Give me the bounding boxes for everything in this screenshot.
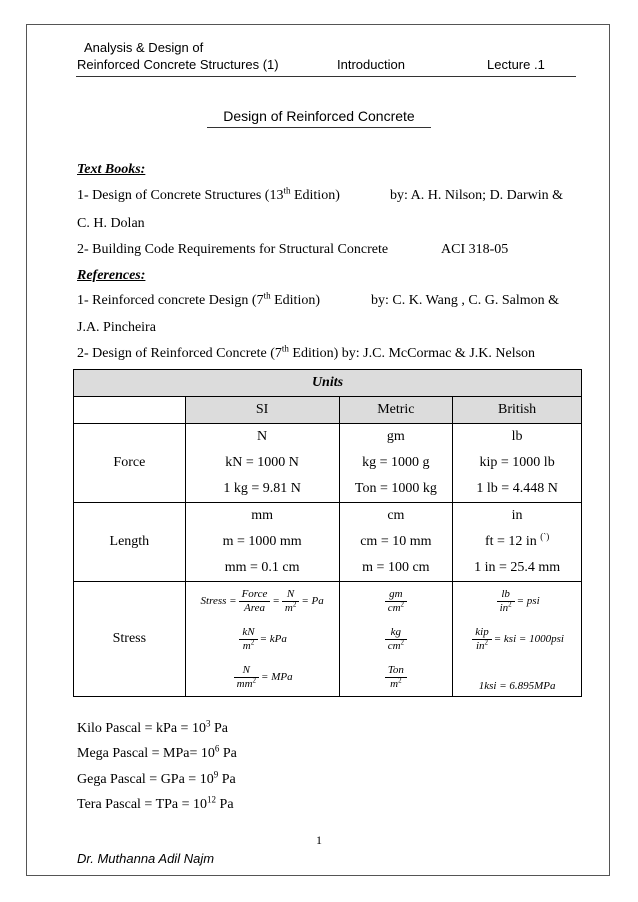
- frac-num: lb: [497, 588, 515, 602]
- frac-num: kg: [385, 626, 407, 640]
- page-title-text: Design of Reinforced Concrete: [207, 108, 430, 128]
- stress-si-eq2: [186, 620, 339, 658]
- force-british-lb: 1 lb = 4.448 N: [476, 481, 558, 496]
- page-number: 1: [316, 833, 322, 847]
- ton-m2-fraction: [385, 664, 407, 691]
- frac-den: [497, 599, 515, 615]
- book1-sup: th: [283, 185, 291, 196]
- force-si-cell: [185, 424, 339, 503]
- force-british-base: lb: [511, 429, 523, 444]
- header-course-line2: Reinforced Concrete Structures (1): [77, 57, 279, 72]
- ref2-title: 2- Design of Reinforced Concrete (7: [77, 346, 282, 361]
- stress-metric-eq2: [340, 620, 453, 658]
- square-exp: 2: [484, 637, 489, 646]
- stress-british-cell: [453, 582, 582, 697]
- stress-si-eq1: [186, 582, 339, 620]
- ref1-title: 1- Reinforced concrete Design (7: [77, 293, 264, 308]
- frac-den: Area: [244, 601, 265, 614]
- prefix-tera-unit: Pa: [216, 797, 234, 812]
- column-british: British: [453, 397, 582, 424]
- reference-1: [77, 290, 320, 309]
- stress-british-ksi-mpa: 1ksi = 6.895MPa: [478, 680, 556, 692]
- frac-den: [472, 637, 491, 653]
- units-table: [73, 369, 582, 697]
- text-book-1-authors: by: A. H. Nilson; D. Darwin &: [390, 188, 564, 203]
- length-si-m: m = 1000 mm: [222, 534, 302, 549]
- frac-den-base: m: [390, 677, 399, 690]
- ref1-edition: Edition): [270, 293, 320, 308]
- frac-den-base: in: [475, 639, 485, 652]
- square-exp: 2: [400, 599, 405, 608]
- length-british-ft-text: ft = 12 in: [484, 534, 537, 549]
- equals-sign: =: [272, 595, 280, 607]
- length-si-mm: mm = 0.1 cm: [224, 560, 300, 575]
- force-british-cell: [453, 424, 582, 503]
- frac-num: N: [234, 664, 259, 678]
- text-books-heading: Text Books:: [77, 162, 146, 177]
- units-caption: Units: [74, 370, 582, 397]
- header-lecture: Lecture .1: [487, 57, 545, 72]
- prefix-mega-exp: 6: [214, 743, 220, 754]
- stress-metric-eq3: [340, 658, 453, 696]
- kip-in2-fraction: [472, 626, 491, 653]
- force-british-kip: kip = 1000 lb: [479, 455, 555, 470]
- prefix-tera-exp: 12: [207, 794, 217, 805]
- reference-1-authors: by: C. K. Wang , C. G. Salmon &: [371, 293, 560, 308]
- stress-si-cell: [185, 582, 339, 697]
- stress-british-psi: = psi: [516, 595, 540, 607]
- length-metric-cell: [339, 503, 453, 582]
- length-british-in: 1 in = 25.4 mm: [474, 560, 561, 575]
- frac-num: Force: [239, 588, 271, 602]
- row-label-force: Force: [74, 424, 186, 503]
- force-area-fraction: [239, 588, 271, 615]
- length-metric-m: m = 100 cm: [362, 560, 430, 575]
- frac-den-base: mm: [236, 677, 253, 690]
- n-mm2-fraction: [234, 664, 259, 691]
- n-m2-fraction: [282, 588, 299, 615]
- author-name: Dr. Muthanna Adil Najm: [77, 851, 215, 866]
- book1-title: 1- Design of Concrete Structures (13: [77, 188, 284, 203]
- length-si-base: mm: [251, 508, 273, 523]
- kn-m2-fraction: [239, 626, 257, 653]
- frac-den-base: in: [499, 601, 509, 614]
- prefix-tera-text: Tera Pascal = TPa = 10: [77, 797, 208, 812]
- length-metric-cm: cm = 10 mm: [360, 534, 432, 549]
- prefix-mega-text: Mega Pascal = MPa= 10: [77, 746, 215, 761]
- force-si-base: N: [257, 429, 268, 444]
- prefix-tera: [77, 794, 234, 813]
- square-exp: 2: [252, 675, 257, 684]
- kg-cm2-fraction: [385, 626, 407, 653]
- force-metric-ton: Ton = 1000 kg: [354, 481, 437, 496]
- stress-si-mpa: = MPa: [261, 671, 293, 683]
- stress-british-eq3: [453, 658, 581, 696]
- square-exp: 2: [508, 599, 512, 608]
- length-british-base: in: [511, 508, 523, 523]
- ref2-sup: th: [281, 343, 289, 354]
- stress-british-eq1: [453, 582, 581, 620]
- ref2-rest: Edition) by: J.C. McCormac & J.K. Nelson: [288, 346, 536, 361]
- length-metric-base: cm: [387, 508, 405, 523]
- prefix-giga-unit: Pa: [218, 772, 236, 787]
- reference-2: [77, 343, 536, 362]
- prefix-mega-unit: Pa: [219, 746, 237, 761]
- row-label-stress: Stress: [74, 582, 186, 697]
- frac-den: [239, 637, 257, 653]
- column-si: SI: [185, 397, 339, 424]
- prefix-giga-exp: 9: [213, 769, 219, 780]
- header-course-line1: Analysis & Design of: [84, 40, 204, 55]
- square-exp: 2: [400, 637, 405, 646]
- frac-den-base: cm: [387, 639, 401, 652]
- frac-num: kip: [472, 626, 491, 640]
- frac-num: Ton: [385, 664, 407, 678]
- frac-num: kN: [239, 626, 257, 640]
- prefix-giga: [77, 769, 236, 788]
- frac-den-base: m: [284, 601, 293, 614]
- square-exp: 2: [292, 599, 297, 608]
- square-exp: 2: [398, 675, 402, 684]
- stress-british-ksi: = ksi = 1000psi: [493, 633, 564, 645]
- length-si-cell: [185, 503, 339, 582]
- frac-den: [385, 599, 407, 615]
- stress-si-eq3: [186, 658, 339, 696]
- prefix-giga-text: Gega Pascal = GPa = 10: [77, 772, 214, 787]
- frac-den: [282, 599, 299, 615]
- frac-num: gm: [385, 588, 407, 602]
- frac-den: [234, 675, 259, 691]
- stress-si-lhs: Stress =: [200, 595, 237, 607]
- page-title: [0, 108, 638, 128]
- header-section: Introduction: [337, 57, 405, 72]
- prefix-kilo: [77, 718, 228, 737]
- force-metric-kg: kg = 1000 g: [362, 455, 430, 470]
- column-metric: Metric: [339, 397, 453, 424]
- stress-metric-cell: [339, 582, 453, 697]
- frac-den: [385, 637, 407, 653]
- length-british-mark: (`): [540, 531, 550, 542]
- reference-1-cont: J.A. Pincheira: [77, 320, 156, 335]
- force-metric-base: gm: [386, 429, 405, 444]
- square-exp: 2: [250, 637, 255, 646]
- length-british-cell: [453, 503, 582, 582]
- length-british-ft: [453, 529, 581, 555]
- prefix-kilo-exp: 3: [205, 718, 211, 729]
- text-book-1-cont: C. H. Dolan: [77, 216, 145, 231]
- book1-edition: Edition): [290, 188, 340, 203]
- header-blank-cell: [74, 397, 186, 424]
- force-metric-cell: [339, 424, 453, 503]
- header-rule: [76, 76, 576, 77]
- lb-in2-fraction: [497, 588, 515, 615]
- text-book-1: [77, 185, 340, 204]
- gm-cm2-fraction: [385, 588, 407, 615]
- frac-den-base: cm: [387, 601, 401, 614]
- text-book-2-code: ACI 318-05: [441, 242, 509, 257]
- frac-den: [385, 675, 407, 691]
- prefix-kilo-unit: Pa: [210, 721, 228, 736]
- frac-num: N: [282, 588, 299, 602]
- ref1-sup: th: [263, 290, 271, 301]
- stress-british-eq2: [453, 620, 581, 658]
- prefix-mega: [77, 743, 237, 762]
- frac-den-base: m: [242, 639, 251, 652]
- stress-metric-eq1: [340, 582, 453, 620]
- prefix-kilo-text: Kilo Pascal = kPa = 10: [77, 721, 206, 736]
- row-label-length: Length: [74, 503, 186, 582]
- stress-si-kpa: = kPa: [259, 633, 287, 645]
- force-si-kn: kN = 1000 N: [225, 455, 299, 470]
- force-si-kg: 1 kg = 9.81 N: [223, 481, 301, 496]
- stress-si-rhs: = Pa: [301, 595, 324, 607]
- references-heading: References:: [77, 268, 146, 283]
- text-book-2: 2- Building Code Requirements for Structural Concrete: [77, 242, 389, 257]
